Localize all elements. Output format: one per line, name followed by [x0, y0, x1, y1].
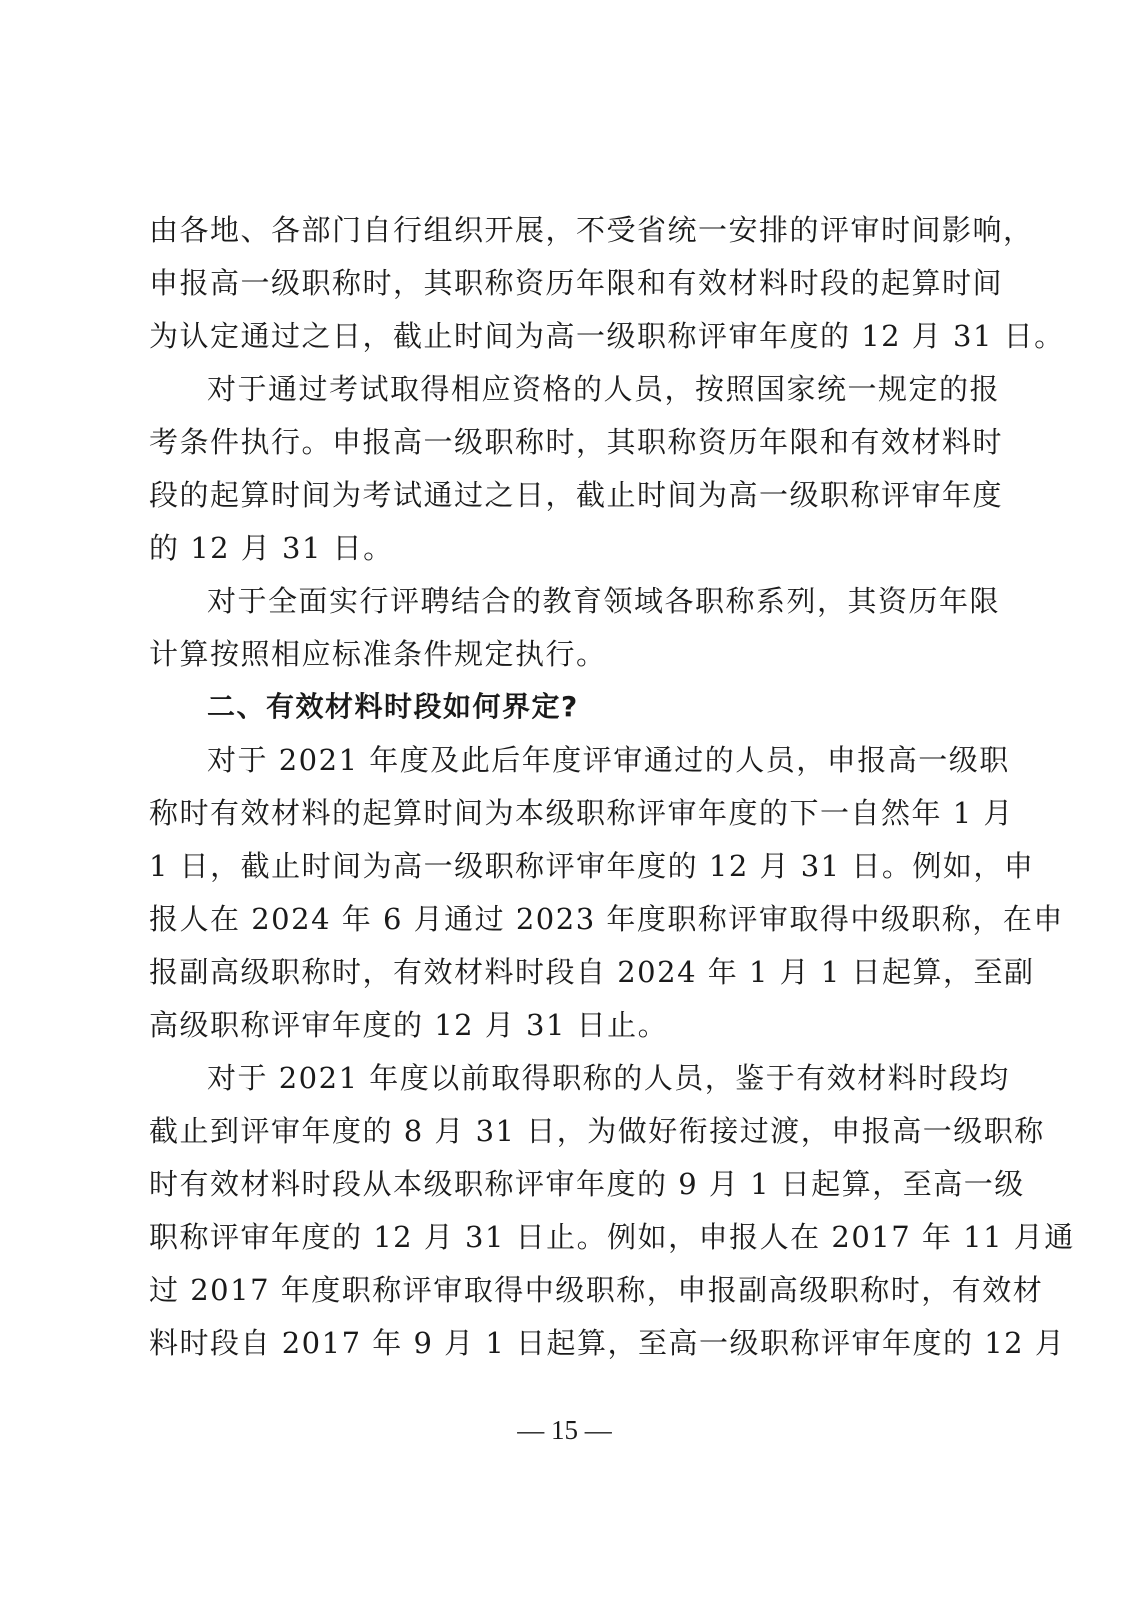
section-heading: 二、有效材料时段如何界定?	[207, 690, 579, 723]
body-text-line: 职称评审年度的 12 月 31 日止。例如，申报人在 2017 年 11 月通	[149, 1220, 1075, 1254]
body-text-line: 称时有效材料的起算时间为本级职称评审年度的下一自然年 1 月	[149, 796, 1014, 830]
body-text-line: 时有效材料时段从本级职称评审年度的 9 月 1 日起算，至高一级	[149, 1167, 1025, 1201]
body-text-line: 由各地、各部门自行组织开展，不受省统一安排的评审时间影响，	[149, 213, 1034, 247]
paragraph-start-line: 对于通过考试取得相应资格的人员，按照国家统一规定的报	[207, 372, 1001, 406]
body-text-line: 高级职称评审年度的 12 月 31 日止。	[149, 1008, 669, 1042]
body-text-line: 1 日，截止时间为高一级职称评审年度的 12 月 31 日。例如，申	[149, 849, 1035, 883]
body-text-line: 报人在 2024 年 6 月通过 2023 年度职称评审取得中级职称，在申	[149, 902, 1064, 936]
paragraph-start-line: 对于 2021 年度以前取得职称的人员，鉴于有效材料时段均	[207, 1061, 1010, 1095]
body-text-line: 计算按照相应标准条件规定执行。	[149, 637, 607, 671]
body-text-line: 为认定通过之日，截止时间为高一级职称评审年度的 12 月 31 日。	[149, 319, 1065, 353]
body-text-line: 考条件执行。申报高一级职称时，其职称资历年限和有效材料时	[149, 425, 1004, 459]
body-text-line: 段的起算时间为考试通过之日，截止时间为高一级职称评审年度	[149, 478, 1004, 512]
body-text-line: 截止到评审年度的 8 月 31 日，为做好衔接过渡，申报高一级职称	[149, 1114, 1045, 1148]
body-text-line: 过 2017 年度职称评审取得中级职称，申报副高级职称时，有效材	[149, 1273, 1044, 1307]
body-text-line: 报副高级职称时，有效材料时段自 2024 年 1 月 1 日起算，至副	[149, 955, 1035, 989]
body-text-line: 申报高一级职称时，其职称资历年限和有效材料时段的起算时间	[149, 266, 1004, 300]
page-number: — 15 —	[517, 1415, 612, 1445]
body-text-line: 料时段自 2017 年 9 月 1 日起算，至高一级职称评审年度的 12 月	[149, 1326, 1066, 1360]
paragraph-start-line: 对于全面实行评聘结合的教育领域各职称系列，其资历年限	[207, 584, 1001, 618]
paragraph-start-line: 对于 2021 年度及此后年度评审通过的人员，申报高一级职	[207, 743, 1010, 777]
body-text-line: 的 12 月 31 日。	[149, 531, 394, 565]
